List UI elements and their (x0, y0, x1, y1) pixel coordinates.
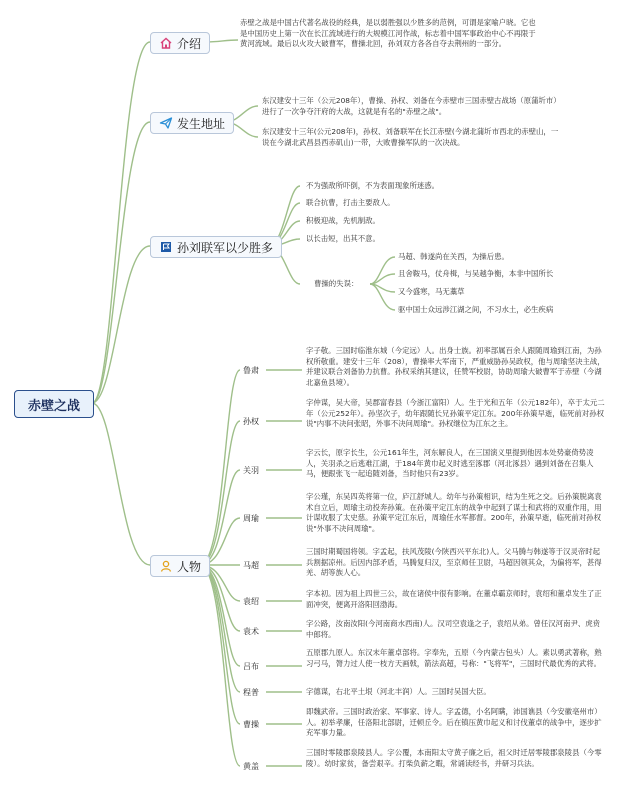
branch-people[interactable] (150, 555, 210, 577)
branch-victory[interactable] (150, 236, 282, 258)
person-name[interactable]: 黄盖 (243, 762, 259, 771)
person-badge-icon (159, 559, 173, 573)
branch-location[interactable] (150, 112, 234, 134)
location-item-2: 东汉建安十三年(公元208年)，孙权、刘备联军在长江赤壁(今湖北蒲圻市西北的赤壁山，一说在今湖北武昌县西赤矶山)一带，大败曹操军队的一次决战。 (262, 127, 559, 147)
person-desc: 字仲谋，吴大帝，吴郡富春县（今浙江富阳）人。生于光和五年（公元182年），卒于太元二年（公元252年）。孙坚次子，幼年跟随长兄孙策平定江东。200年孙策早逝，临死前对孙权说"内事不决问张昭，外事不决问周瑜"。孙权继位为江东之主。 (306, 398, 605, 429)
branch-victory-label: 孙刘联军以少胜多 (177, 240, 274, 255)
person-name[interactable]: 周瑜 (243, 514, 259, 523)
flag-icon (159, 240, 173, 254)
failure-item-2: 且舍鞍马，仗舟楫，与吴越争衡，本非中国所长 (398, 269, 554, 278)
person-name[interactable]: 曹操 (243, 720, 259, 729)
intro-text: 赤壁之战是中国古代著名战役的经典，是以弱胜强以少胜多的范例，可谓是家喻户晓。它也是中国历史上第一次在长江流域进行的大规模江河作战，标志着中国军事政治中心不再限于黄河流域。最后以火攻大破曹军，曹操北回，孙刘双方各各自夺去荆州的一部分。 (240, 18, 536, 49)
failure-item-4: 驱中国士众远涉江湖之间，不习水土，必生疾病 (398, 305, 554, 314)
person-name[interactable]: 鲁肃 (243, 366, 259, 375)
person-desc: 字子敬。三国时临淮东城（今定远）人。出身士族。初率部属百余人跟随周瑜到江南，为孙权所敬重。建安十三年（208），曹操率大军南下，严重威胁孙吴政权，他与周瑜坚决主战，并建议联合刘备协力抗曹。孙权采纳其建议，任赞军校尉，协助周瑜大破曹军于赤壁（今湖北嘉鱼县境）。 (306, 346, 605, 387)
victory-point-3: 积极迎战，先机制敌。 (306, 216, 380, 225)
branch-location-label: 发生地址 (177, 116, 226, 131)
victory-point-4: 以长击短，出其不意。 (306, 234, 380, 243)
person-name[interactable]: 吕布 (243, 662, 259, 671)
victory-point-1: 不为强敌所吓倒，不为表面现象所迷惑。 (306, 181, 440, 190)
branch-intro-label: 介绍 (177, 36, 202, 51)
branch-people-label: 人物 (177, 559, 202, 574)
root-node[interactable] (14, 390, 94, 418)
person-name[interactable]: 程普 (243, 688, 259, 697)
paper-plane-icon (159, 116, 173, 130)
home-icon (159, 36, 173, 50)
person-name[interactable]: 袁术 (243, 627, 259, 636)
person-desc: 三国时零陵郡泉陵县人。字公覆，本南阳太守黄子廉之后，祖父时迁居零陵郡泉陵县（今零陵）。幼时家贫，备尝艰辛。打柴负薪之暇，常诵读经书，并研习兵法。 (306, 748, 602, 768)
person-desc: 字云长，原字长生，公元161年生，河东解良人，在三国演义里提到他因本处势豪倚势凌人，关羽杀之后逃难江湖，于184年黄巾起义时逃至涿郡（河北涿县）遇到刘备在召集人马，便跟张飞一起追随刘备，当时他只有23岁。 (306, 448, 594, 479)
person-name[interactable]: 马超 (243, 561, 259, 570)
person-desc: 即魏武帝。三国时政治家、军事家、诗人。字孟德，小名阿瞒，沛国谯县（今安徽亳州市）人。初举孝廉，任洛阳北部尉，迁顿丘令。后在镇压黄巾起义和讨伐董卓的战争中，逐步扩充军事力量。 (306, 707, 602, 738)
person-desc: 字公瑾，东吴四英将第一位，庐江舒城人。幼年与孙策相识，结为生死之交。后孙策脱离袁术自立后，周瑜主动投奔孙策。在孙策平定江东的战争中起到了谋士和武将的双重作用，用计谋收服了太史慈。孙策平定江东后，周瑜任水军都督。200年，孙策早逝，临死前对孙权说"外事不决问周瑜"。 (306, 492, 602, 533)
person-desc: 五原郡九原人。东汉末年董卓部将。字奉先，五原（今内蒙古包头）人。素以勇武著称，熟习弓马，膂力过人使一枝方天画戟，箭法高超，号称："飞将军"，三国时代最优秀的武将。 (306, 648, 602, 668)
person-name[interactable]: 袁绍 (243, 597, 259, 606)
location-item-1: 东汉建安十三年（公元208年），曹操、孙权、刘备在今赤壁市三国赤壁古战场（原蒲圻市）进行了一次争夺汗府的大战，这就是有名的"赤壁之战"。 (262, 96, 561, 116)
failure-item-3: 又今盛寒，马无藁草 (398, 287, 465, 296)
person-desc: 三国时期蜀国将领。字孟起，扶风茂陵(今陕西兴平东北)人。父马腾与韩遂等于汉灵帝时起兵割据凉州。后因内部矛盾，马腾复归汉，至京师任卫尉，马超因领其众，为偏将军，甚得羌、胡等族人心。 (306, 547, 602, 578)
person-desc: 字德谋，右北平土垠（河北丰润）人。三国时吴国大臣。 (306, 687, 491, 696)
person-desc: 字本初。因为祖上四世三公，故在诸侯中很有影响。在董卓霸京师时，袁绍和董卓发生了正面冲突，便离开洛阳回渤海。 (306, 589, 602, 609)
victory-point-2: 联合抗曹，打击主要敌人。 (306, 198, 395, 207)
person-name[interactable]: 孙权 (243, 417, 259, 426)
person-name[interactable]: 关羽 (243, 466, 259, 475)
person-desc: 字公路，汝南汝阳(今河南商水西南)人。汉司空袁逢之子，袁绍从弟。曾任汉河南尹、虎贲中郎将。 (306, 619, 601, 639)
failure-item-1: 马超、韩遂尚在关西，为操后患。 (398, 252, 509, 261)
branch-intro[interactable] (150, 32, 210, 54)
root-title: 赤壁之战 (27, 398, 80, 414)
failure-label: 曹操的失误： (314, 279, 359, 288)
